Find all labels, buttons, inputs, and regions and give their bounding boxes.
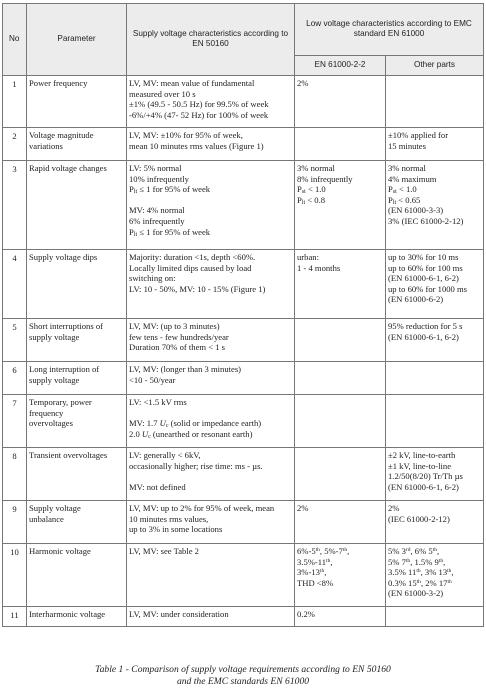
cell-line: up to 30% for 10 ms [388,252,459,262]
table-caption [0,664,486,688]
caption-line-1: Table 1 - Comparison of supply voltage requirements according to EN 50160 [95,664,391,675]
cell-param [27,128,127,161]
cell-line: 95% reduction for 5 s [388,321,463,331]
cell-other-parts [386,501,484,544]
cell-line: 4% maximum [388,173,437,184]
cell-line: LV, MV: (longer than 3 minutes) [129,364,242,374]
table-row [3,395,484,448]
cell-supply [127,128,295,161]
table-row [3,607,484,627]
cell-line: Duration 70% of them < 1 s [129,342,226,353]
row-number: 9 [3,501,27,544]
row-number: 11 [3,607,27,627]
cell-supply [127,362,295,395]
cell-line: ±10% applied for [388,130,449,140]
cell-line: $P_{st} < 1.0$ [388,184,417,196]
cell-line: 3.5%-11th, [297,556,333,567]
cell-line: (EN 61000-6-2) [388,294,444,305]
cell-other-parts [386,161,484,250]
cell-line: LV, MV: mean value of fundamental [129,78,255,88]
cell-line: up to 60% for 100 ms [388,262,463,273]
cell-line: 0.2% [297,609,315,619]
cell-line: 3% normal [297,163,335,173]
cell-supply [127,544,295,607]
cell-line: Transient overvoltages [29,450,108,460]
cell-line: (EN 61000-3-3) [388,205,444,216]
table-row [3,250,484,319]
cell-line: occasionally higher; rise time: ms - µs. [129,460,263,471]
header-no: No [3,4,27,76]
cell-other-parts [386,128,484,161]
cell-line: ±2 kV, line-to-earth [388,450,456,460]
header-other-parts: Other parts [386,56,484,76]
cell-supply [127,76,295,128]
row-number: 10 [3,544,27,607]
cell-line [129,471,292,482]
cell-line: 1 - 4 months [297,262,341,273]
cell-other-parts [386,250,484,319]
cell-line: 3% (IEC 61000-2-12) [388,215,464,226]
cell-param [27,448,127,501]
cell-line: LV: 5% normal [129,163,182,173]
cell-line: ±1% (49.5 - 50.5 Hz) for 99.5% of week [129,99,269,110]
cell-en61000-2-2 [295,128,386,161]
cell-other-parts [386,76,484,128]
cell-param [27,544,127,607]
row-number: 2 [3,128,27,161]
cell-line: up to 3% in some locations [129,524,223,535]
caption-line-2: and the EMC standards EN 61000 [176,676,310,687]
cell-line: $P_{st} < 1.0$ [297,184,326,196]
cell-supply [127,448,295,501]
cell-supply [127,250,295,319]
cell-en61000-2-2 [295,607,386,627]
table-row [3,448,484,501]
cell-other-parts [386,319,484,362]
row-number: 6 [3,362,27,395]
table-row [3,544,484,607]
cell-param [27,607,127,627]
cell-line: few tens - few hundreds/year [129,331,229,342]
cell-line: LV, MV: up to 2% for 95% of week, mean [129,503,275,513]
cell-line: Long interruption of [29,364,100,374]
cell-line: (EN 61000-3-2) [388,588,444,599]
cell-line: 8% infrequently [297,173,353,184]
header-low-voltage: Low voltage characteristics according to EMC standard EN 61000 [295,4,484,56]
cell-en61000-2-2 [295,544,386,607]
cell-line: up to 60% for 1000 ms [388,283,468,294]
cell-other-parts [386,448,484,501]
row-number: 5 [3,319,27,362]
table-row [3,161,484,250]
cell-line: variations [29,140,63,151]
cell-en61000-2-2 [295,501,386,544]
cell-line: LV, MV: ±10% for 95% of week, [129,130,243,140]
table-row [3,76,484,128]
cell-param [27,250,127,319]
cell-line: 2.0 $U_c$ (unearthed or resonant earth) [129,428,253,440]
cell-line: MV: 4% normal [129,205,185,216]
table-body [3,76,484,627]
table-row [3,501,484,544]
cell-line: 0.3% 15th, 2% 17th [388,577,452,588]
cell-en61000-2-2 [295,448,386,501]
cell-param [27,395,127,448]
cell-line: (EN 61000-6-1, 6-2) [388,481,459,492]
cell-line: (IEC 61000-2-12) [388,513,450,524]
cell-line: Supply voltage dips [29,252,98,262]
header-supply-voltage: Supply voltage characteristics according to EN 50160 [127,4,295,76]
cell-line: 3.5% 11th, 3% 13th, [388,567,454,578]
cell-line: LV, MV: under consideration [129,609,229,619]
cell-line: MV: 1.7 $U_c$ (solid or impedance earth) [129,418,262,430]
cell-param [27,501,127,544]
cell-line: ±1 kV, line-to-line [388,460,452,471]
cell-param [27,161,127,250]
cell-line: supply voltage [29,331,80,342]
cell-line: Supply voltage [29,503,81,513]
comparison-table [2,3,484,627]
cell-line: LV, MV: (up to 3 minutes) [129,321,220,331]
cell-line: Short interruptions of [29,321,103,331]
cell-line: $P_{lt} < 0.8$ [297,194,326,206]
cell-line: (EN 61000-6-1, 6-2) [388,273,459,284]
cell-en61000-2-2 [295,362,386,395]
cell-line: LV: generally < 6kV, [129,450,201,460]
cell-supply [127,161,295,250]
cell-line: 5% 3rd, 6% 5th, [388,546,440,556]
cell-line [129,408,292,419]
cell-line: 3% normal [388,163,426,173]
cell-supply [127,395,295,448]
cell-en61000-2-2 [295,76,386,128]
cell-line: LV, MV: see Table 2 [129,546,199,556]
cell-line: $P_{lt} < 0.65$ [388,194,421,206]
cell-line: 5% 7th, 1.5% 9th, [388,556,446,567]
cell-other-parts [386,544,484,607]
cell-line: LV: 10 - 50%, MV: 10 - 15% (Figure 1) [129,283,266,294]
cell-line: $P_{lt} \le 1$ for 95% of week [129,226,211,238]
cell-line: 1.2/50(8/20) Tr/Th µs [388,471,463,482]
cell-line: Locally limited dips caused by load [129,262,252,273]
cell-other-parts [386,362,484,395]
cell-line: 15 minutes [388,140,426,151]
row-number: 7 [3,395,27,448]
cell-line: <10 - 50/year [129,374,176,385]
cell-line: 10% infrequently [129,173,189,184]
cell-param [27,362,127,395]
cell-line: unbalance [29,513,64,524]
cell-line: LV: <1.5 kV rms [129,397,187,407]
cell-line: 2% [297,78,309,88]
cell-en61000-2-2 [295,395,386,448]
cell-line: supply voltage [29,374,80,385]
cell-line: switching on: [129,273,176,284]
header-parameter: Parameter [27,4,127,76]
cell-line: frequency [29,407,64,418]
cell-line: Rapid voltage changes [29,163,107,173]
cell-line: Interharmonic voltage [29,609,106,619]
table-row [3,362,484,395]
cell-supply [127,501,295,544]
cell-param [27,319,127,362]
cell-param [27,76,127,128]
cell-line: 10 minutes rms values, [129,513,209,524]
cell-line: 2% [388,503,400,513]
cell-line: 6% infrequently [129,215,185,226]
cell-line: (EN 61000-6-1, 6-2) [388,331,459,342]
cell-line: Temporary, power [29,397,92,407]
row-number: 4 [3,250,27,319]
row-number: 8 [3,448,27,501]
cell-en61000-2-2 [295,319,386,362]
cell-line: overvoltages [29,418,73,429]
cell-line: MV: not defined [129,481,186,492]
cell-other-parts [386,607,484,627]
row-number: 1 [3,76,27,128]
cell-supply [127,607,295,627]
cell-line: THD <8% [297,577,334,588]
cell-line: Power frequency [29,78,88,88]
row-number: 3 [3,161,27,250]
cell-line: Majority: duration <1s, depth <60%. [129,252,256,262]
cell-other-parts [386,395,484,448]
cell-line: Harmonic voltage [29,546,91,556]
cell-line: 6%-5th, 5%-7th, [297,546,350,556]
cell-line: 3%-13th, [297,567,327,578]
table-row [3,319,484,362]
cell-line: -6%/+4% (47- 52 Hz) for 100% of week [129,109,269,120]
cell-en61000-2-2 [295,161,386,250]
cell-line: mean 10 minutes rms values (Figure 1) [129,140,264,151]
table-row [3,128,484,161]
cell-line: measured over 10 s [129,88,196,99]
cell-line: 2% [297,503,309,513]
header-en61000-2-2: EN 61000-2-2 [295,56,386,76]
cell-en61000-2-2 [295,250,386,319]
cell-line: urban: [297,252,319,262]
cell-line: Voltage magnitude [29,130,94,140]
cell-line: $P_{lt} \le 1$ for 95% of week [129,184,211,196]
cell-supply [127,319,295,362]
cell-line [129,195,292,206]
